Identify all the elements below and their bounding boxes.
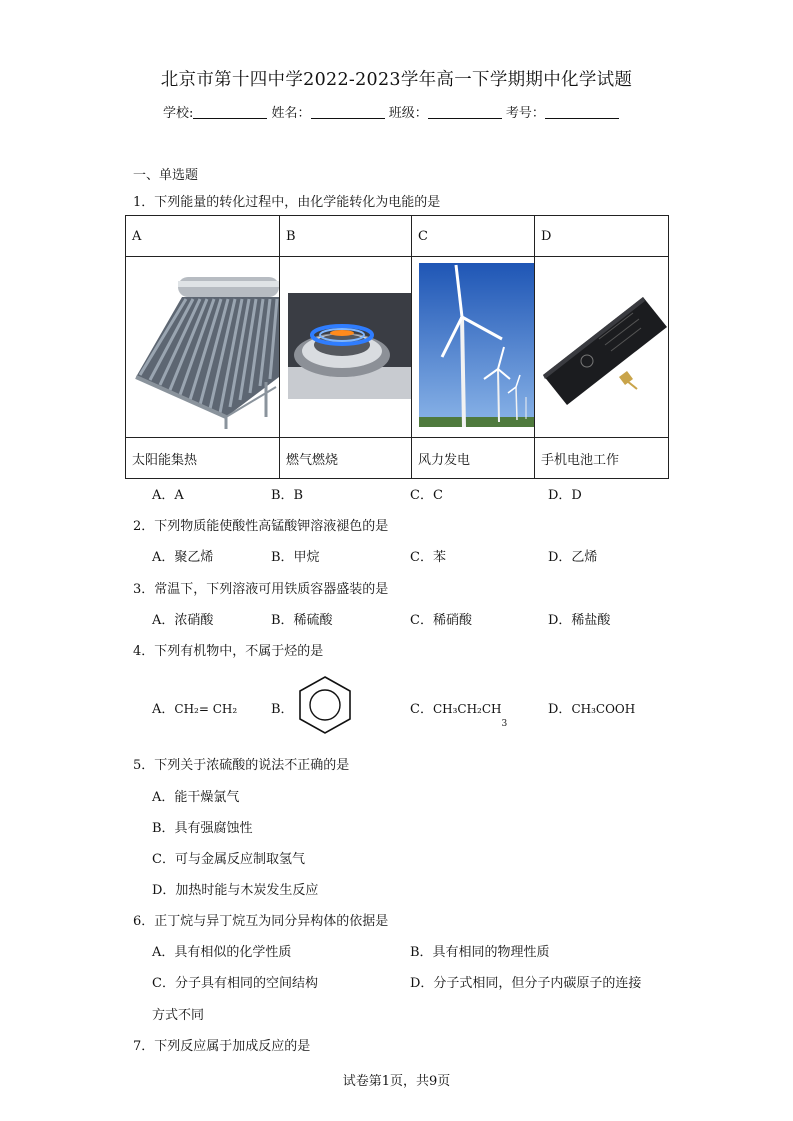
q6-option-d[interactable]: D．分子式相同，但分子内碳原子的连接: [410, 976, 642, 991]
q6-option-d-continuation: 方式不同: [152, 1008, 205, 1023]
q4-option-d-formula: CH₃COOH: [571, 702, 636, 716]
school-blank[interactable]: [193, 105, 267, 119]
q6-option-b[interactable]: B．具有相同的物理性质: [410, 945, 550, 960]
q6-stem: 6．正丁烷与异丁烷互为同分异构体的依据是: [133, 914, 389, 929]
q5-option-c[interactable]: C．可与金属反应制取氢气: [152, 852, 305, 867]
q1-table: [125, 215, 669, 479]
q3-option-d[interactable]: D．稀盐酸: [548, 613, 611, 628]
q4-option-a[interactable]: [152, 698, 237, 717]
q4-option-d[interactable]: [548, 698, 635, 717]
benzene-ring-icon: [295, 674, 355, 736]
q3-option-b[interactable]: B．稀硫酸: [271, 613, 333, 628]
q2-option-d[interactable]: D．乙烯: [548, 550, 598, 565]
q1-image-d: [535, 257, 669, 438]
q4-option-c[interactable]: [410, 698, 508, 729]
q3-option-a[interactable]: A．浓硝酸: [152, 613, 214, 628]
q1-caption-c: 风力发电: [412, 438, 535, 479]
q1-caption-b: 燃气燃烧: [280, 438, 412, 479]
q2-option-b[interactable]: B．甲烷: [271, 550, 320, 565]
q1-header-b: B: [280, 216, 412, 257]
number-blank[interactable]: [545, 105, 619, 119]
q5-option-d[interactable]: D．加热时能与木炭发生反应: [152, 883, 319, 898]
q1-option-b[interactable]: B．B: [271, 488, 304, 503]
q4-stem: 4．下列有机物中，不属于烃的是: [133, 644, 324, 659]
q1-image-b: [280, 257, 412, 438]
q2-option-c[interactable]: C．苯: [410, 550, 446, 565]
q3-option-c[interactable]: C．稀硝酸: [410, 613, 472, 628]
name-blank[interactable]: [311, 105, 385, 119]
q4-option-b[interactable]: [271, 698, 294, 717]
class-label: 班级：: [388, 106, 428, 121]
q7-stem: 7．下列反应属于加成反应的是: [133, 1039, 311, 1054]
q1-option-d[interactable]: D．D: [548, 488, 582, 503]
page-footer: 试卷第1页，共9页: [342, 1074, 451, 1089]
q2-stem: 2．下列物质能使酸性高锰酸钾溶液褪色的是: [133, 519, 389, 534]
q1-header-a: A: [126, 216, 280, 257]
q6-option-a[interactable]: A．具有相似的化学性质: [152, 945, 292, 960]
page-title: 北京市第十四中学2022-2023学年高一下学期期中化学试题: [160, 70, 633, 90]
number-label: 考号：: [505, 106, 545, 121]
student-info-line: [163, 102, 619, 121]
q1-header-d: D: [535, 216, 669, 257]
q4-option-c-subscript: 3: [501, 719, 508, 729]
q1-caption-a: 太阳能集热: [126, 438, 280, 479]
q4-option-a-label: A．: [152, 702, 175, 717]
name-label: 姓名：: [271, 106, 311, 121]
q2-option-a[interactable]: A．聚乙烯: [152, 550, 214, 565]
wind-turbine-image: [412, 257, 534, 433]
q5-stem: 5．下列关于浓硫酸的说法不正确的是: [133, 758, 350, 773]
phone-battery-image: [535, 257, 668, 433]
q5-option-b[interactable]: B．具有强腐蚀性: [152, 821, 253, 836]
q1-image-c: [412, 257, 535, 438]
q4-option-c-formula: CH₃CH₂CH: [432, 702, 502, 716]
q4-option-b-label: B．: [271, 702, 294, 717]
q5-option-a[interactable]: A．能干燥氯气: [152, 790, 240, 805]
q3-stem: 3．常温下，下列溶液可用铁质容器盛装的是: [133, 582, 389, 597]
q6-option-c[interactable]: C．分子具有相同的空间结构: [152, 976, 318, 991]
class-blank[interactable]: [428, 105, 502, 119]
q4-option-c-label: C．: [410, 702, 433, 717]
q1-image-a: [126, 257, 280, 438]
q4-option-d-label: D．: [548, 702, 572, 717]
q1-header-c: C: [412, 216, 535, 257]
school-label: 学校:: [163, 106, 194, 121]
q1-stem: 1．下列能量的转化过程中，由化学能转化为电能的是: [133, 195, 441, 210]
q4-option-a-formula: CH₂= CH₂: [174, 702, 238, 716]
solar-water-heater-image: [126, 257, 279, 433]
q1-option-a[interactable]: A．A: [152, 488, 184, 503]
q1-caption-d: 手机电池工作: [535, 438, 669, 479]
section-heading: 一、单选题: [133, 168, 199, 183]
q1-option-c[interactable]: C．C: [410, 488, 443, 503]
gas-burner-image: [280, 257, 411, 433]
